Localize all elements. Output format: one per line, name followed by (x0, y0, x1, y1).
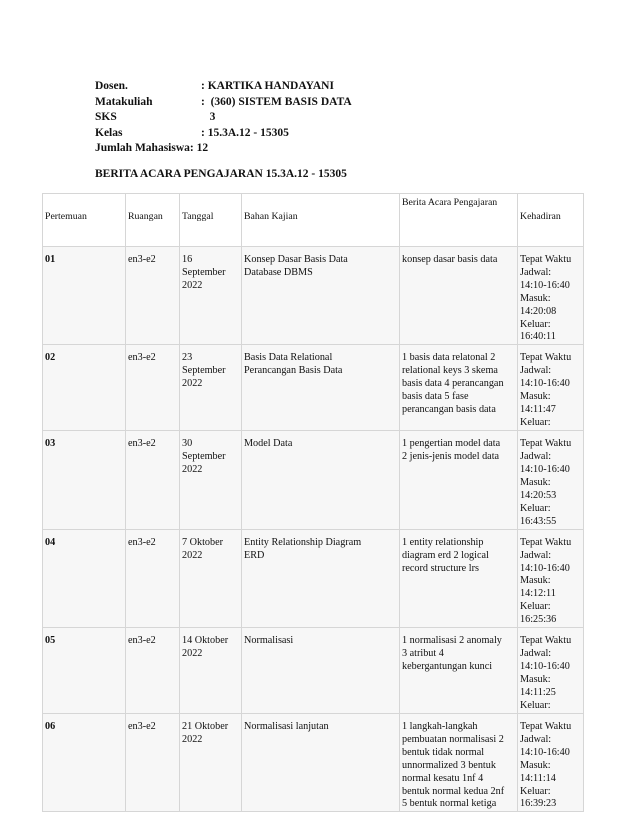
cell-berita-acara: 1 basis data relatonal 2 relational keys 3 skema basis data 4 perancangan basis data 5 fase perancangan basis data (400, 345, 518, 431)
info-label: Jumlah Mahasiswa (95, 142, 190, 154)
header-ruangan: Ruangan (126, 194, 180, 247)
header-bahan-kajian: Bahan Kajian (242, 194, 400, 247)
cell-tanggal: 30 September 2022 (180, 431, 242, 529)
info-label: Matakuliah (95, 95, 153, 108)
cell-kehadiran: Tepat Waktu Jadwal: 14:10-16:40 Masuk: 14:20:53 Keluar: 16:43:55 (518, 431, 584, 529)
table-row (43, 431, 584, 529)
cell-bahan-kajian: Normalisasi (242, 628, 400, 714)
cell-tanggal: 21 Oktober 2022 (180, 714, 242, 812)
info-row-kelas (95, 126, 352, 142)
table-header-row (43, 194, 584, 247)
info-value: : 12 (189, 142, 209, 154)
cell-pertemuan: 05 (43, 628, 126, 714)
cell-pertemuan: 01 (43, 247, 126, 345)
cell-bahan-kajian: Normalisasi lanjutan (242, 714, 400, 812)
info-value: 3 (201, 111, 216, 123)
header-tanggal: Tanggal (180, 194, 242, 247)
info-row-sks (95, 110, 352, 126)
info-row-dosen (95, 79, 352, 95)
cell-ruangan: en3-e2 (126, 247, 180, 345)
cell-pertemuan: 02 (43, 345, 126, 431)
header-kehadiran: Kehadiran (518, 194, 584, 247)
cell-ruangan: en3-e2 (126, 345, 180, 431)
info-row-jumlah-mahasiswa (95, 141, 352, 157)
cell-ruangan: en3-e2 (126, 628, 180, 714)
cell-tanggal: 23 September 2022 (180, 345, 242, 431)
info-value: : 15.3A.12 - 15305 (201, 126, 289, 139)
cell-bahan-kajian: Konsep Dasar Basis Data Database DBMS (242, 247, 400, 345)
info-label: SKS (95, 111, 117, 123)
cell-kehadiran: Tepat Waktu Jadwal: 14:10-16:40 Masuk: 14:11:14 Keluar: 16:39:23 (518, 714, 584, 812)
cell-berita-acara: 1 pengertian model data 2 jenis-jenis model data (400, 431, 518, 529)
cell-ruangan: en3-e2 (126, 714, 180, 812)
course-info-header (95, 79, 352, 157)
header-pertemuan: Pertemuan (43, 194, 126, 247)
cell-tanggal: 7 Oktober 2022 (180, 529, 242, 627)
info-value: : (360) SISTEM BASIS DATA (201, 95, 352, 108)
info-label: Kelas (95, 126, 123, 139)
header-berita-acara: Berita Acara Pengajaran (400, 194, 518, 247)
info-value: : KARTIKA HANDAYANI (201, 80, 334, 92)
teaching-record-table (42, 193, 584, 812)
table-row (43, 345, 584, 431)
cell-berita-acara: 1 entity relationship diagram erd 2 logical record structure lrs (400, 529, 518, 627)
cell-berita-acara: 1 langkah-langkah pembuatan normalisasi 2 bentuk tidak normal unnormalized 3 bentuk normal kesatu 1nf 4 bentuk normal kedua 2nf 5 bentuk normal ketiga (400, 714, 518, 812)
cell-bahan-kajian: Model Data (242, 431, 400, 529)
cell-pertemuan: 04 (43, 529, 126, 627)
cell-berita-acara: konsep dasar basis data (400, 247, 518, 345)
cell-tanggal: 16 September 2022 (180, 247, 242, 345)
cell-kehadiran: Tepat Waktu Jadwal: 14:10-16:40 Masuk: 14:11:25 Keluar: (518, 628, 584, 714)
table-row (43, 529, 584, 627)
cell-kehadiran: Tepat Waktu Jadwal: 14:10-16:40 Masuk: 14:12:11 Keluar: 16:25:36 (518, 529, 584, 627)
cell-bahan-kajian: Basis Data Relational Perancangan Basis Data (242, 345, 400, 431)
info-label: Dosen. (95, 80, 128, 92)
cell-pertemuan: 03 (43, 431, 126, 529)
table-row (43, 714, 584, 812)
cell-ruangan: en3-e2 (126, 529, 180, 627)
cell-ruangan: en3-e2 (126, 431, 180, 529)
info-row-matakuliah (95, 95, 352, 111)
document-title: BERITA ACARA PENGAJARAN 15.3A.12 - 15305 (95, 168, 347, 180)
cell-kehadiran: Tepat Waktu Jadwal: 14:10-16:40 Masuk: 14:20:08 Keluar: 16:40:11 (518, 247, 584, 345)
cell-bahan-kajian: Entity Relationship Diagram ERD (242, 529, 400, 627)
cell-kehadiran: Tepat Waktu Jadwal: 14:10-16:40 Masuk: 14:11:47 Keluar: (518, 345, 584, 431)
cell-berita-acara: 1 normalisasi 2 anomaly 3 atribut 4 kebergantungan kunci (400, 628, 518, 714)
cell-tanggal: 14 Oktober 2022 (180, 628, 242, 714)
table-row (43, 628, 584, 714)
cell-pertemuan: 06 (43, 714, 126, 812)
table-row (43, 247, 584, 345)
